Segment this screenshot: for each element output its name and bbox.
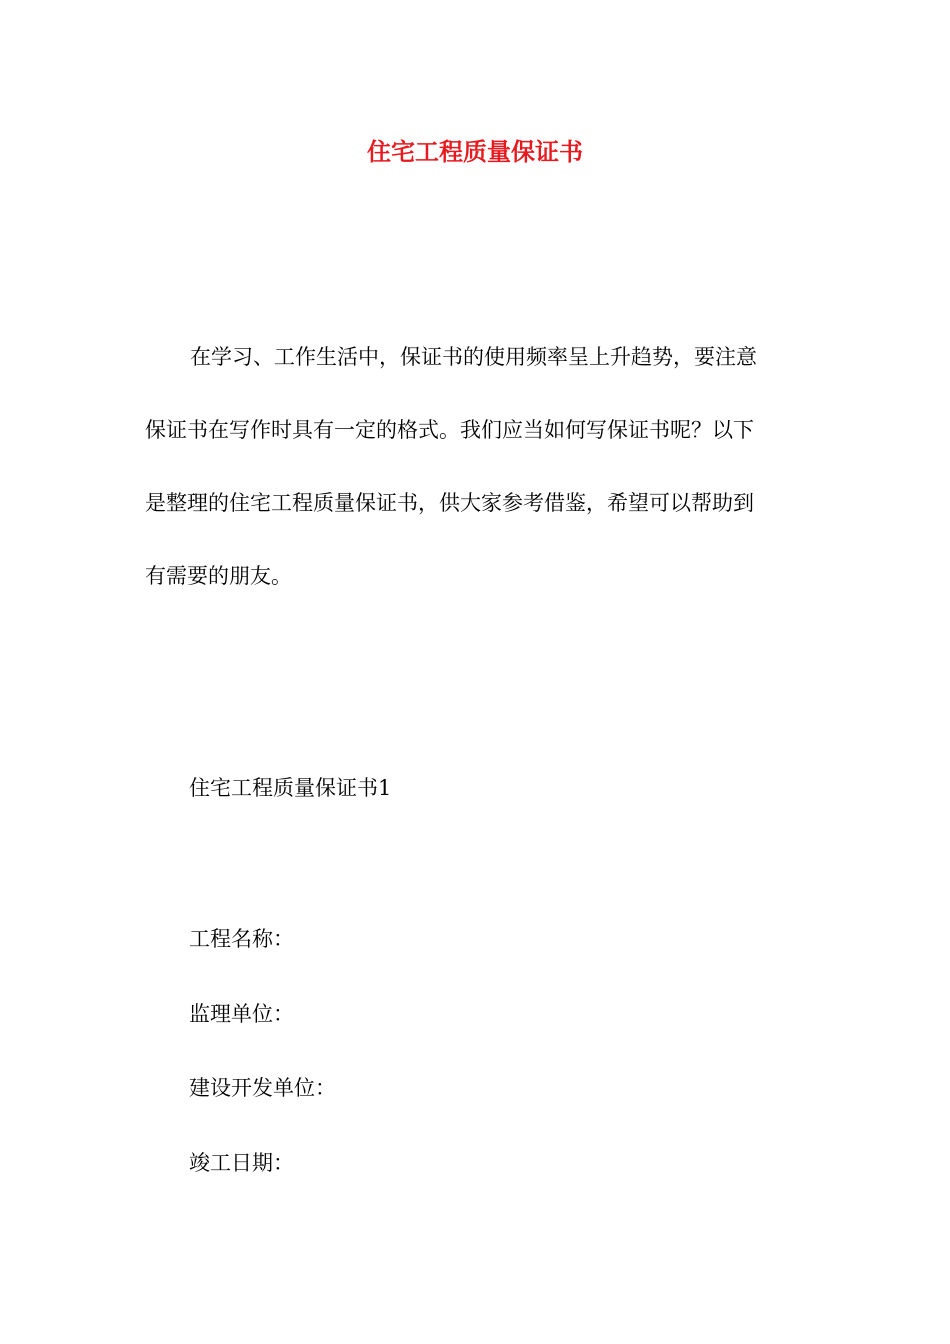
intro-line: 在学习、工作生活中，保证书的使用频率呈上升趋势，要注意 [190,345,757,369]
section-title: 住宅工程质量保证书1 [189,776,392,800]
supervision-unit-label: 监理单位： [189,1002,294,1026]
document-title: 住宅工程质量保证书 [367,137,583,166]
project-name-label: 工程名称： [189,927,294,951]
intro-line: 是整理的住宅工程质量保证书，供大家参考借鉴，希望可以帮助到 [145,491,754,515]
developer-unit-label: 建设开发单位： [189,1076,336,1100]
intro-paragraph [145,321,807,613]
intro-line: 保证书在写作时具有一定的格式。我们应当如何写保证书呢？以下 [145,418,754,442]
completion-date-label: 竣工日期： [189,1151,294,1175]
intro-line: 有需要的朋友。 [145,564,292,588]
